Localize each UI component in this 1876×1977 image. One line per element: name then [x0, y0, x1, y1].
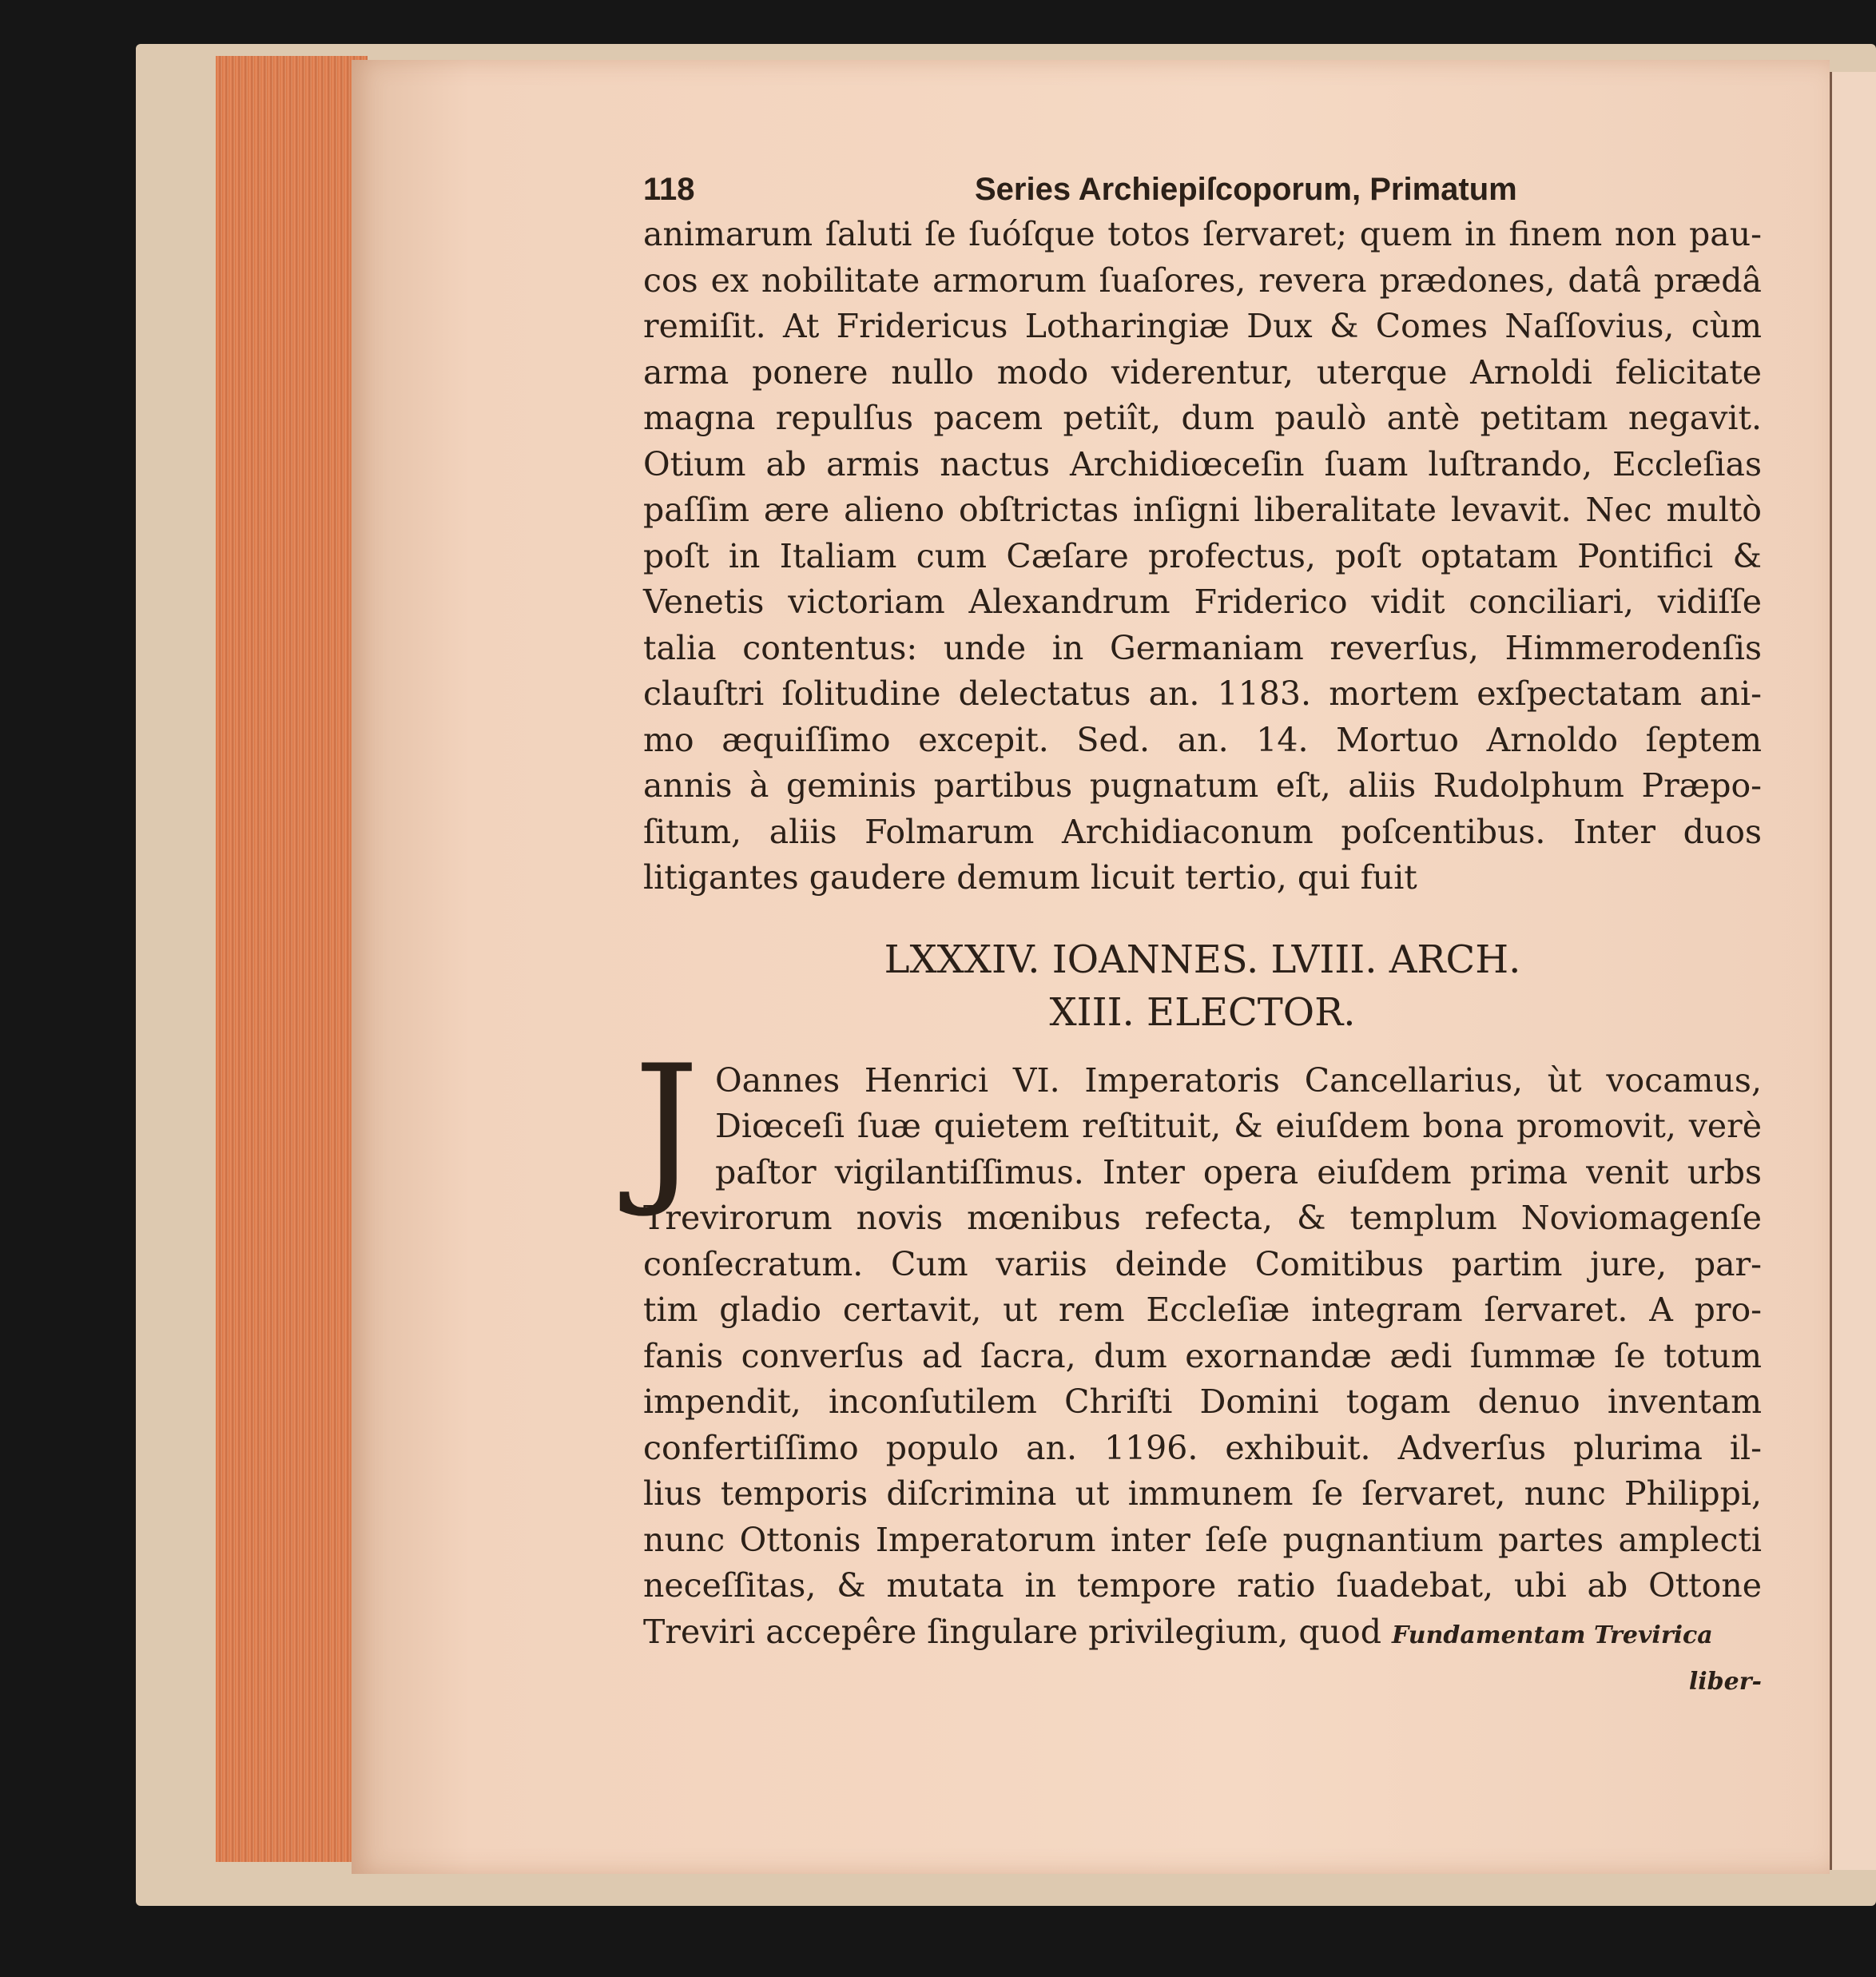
text-line: litigantes gaudere demum licuit tertio, qui fuit — [643, 858, 1417, 897]
catchword: liber- — [1688, 1668, 1762, 1696]
drop-cap: J — [634, 1030, 700, 1221]
text-line: poſt in Italiam cum Cæſare profectus, poſt optatam Pontifici & — [643, 536, 1762, 575]
sidenote: Fundamentam Trevirica — [1392, 1621, 1713, 1649]
entry-paragraph — [634, 1030, 1762, 1707]
text-line: neceſſitas, & mutata in tempore ratio ſuadebat, ubi ab Ottone — [643, 1566, 1762, 1605]
text-line: paſſim ære alieno obſtrictas inſigni liberalitate levavit. Nec multò — [643, 491, 1762, 529]
running-head — [643, 164, 1762, 212]
text-line: cos ex nobilitate armorum ſuaſores, revera prædones, datâ prædâ — [643, 261, 1762, 300]
last-line-text: Treviri accepêre ſingulare privilegium, quod — [643, 1612, 1381, 1651]
text-line: annis à geminis partibus pugnatum eſt, aliis Rudolphum Præpo- — [643, 766, 1762, 805]
section-heading-line2: XIII. ELECTOR. — [1049, 989, 1356, 1035]
text-line: lius temporis diſcrimina ut immunem ſe ſervaret, nunc Philippi, — [643, 1474, 1762, 1513]
page-text-block — [634, 164, 1762, 1706]
text-line: conſecratum. Cum variis deinde Comitibus partim jure, par- — [643, 1244, 1762, 1283]
text-line: fanis converſus ad ſacra, dum exornandæ ædi ſummæ ſe totum — [643, 1336, 1762, 1375]
running-title: Series Archiepiſcoporum, Primatum — [975, 172, 1517, 207]
text-line: Trevirorum novis mœnibus refecta, & templum Noviomagenſe — [643, 1199, 1762, 1237]
text-line: clauſtri ſolitudine delectatus an. 1183. mortem exſpectatam ani- — [643, 674, 1762, 713]
text-line: confertiſſimo populo an. 1196. exhibuit. Adverſus plurima il- — [643, 1428, 1762, 1467]
text-line: tim gladio certavit, ut rem Eccleſiæ integram ſervaret. A pro- — [643, 1291, 1762, 1329]
text-line: animarum ſaluti ſe ſuóſque totos ſervaret; quem in finem non pau- — [643, 215, 1762, 253]
text-line: impendit, inconſutilem Chriſti Domini togam denuo inventam — [643, 1382, 1762, 1421]
text-line: Oannes Henrici VI. Imperatoris Cancellarius, ùt vocamus, — [715, 1060, 1762, 1100]
text-line: talia contentus: unde in Germaniam reverſus, Himmerodenſis — [643, 628, 1762, 667]
text-line: Otium ab armis nactus Archidiœceſin ſuam luſtrando, Eccleſias — [643, 444, 1762, 483]
text-line: paſtor vigilantiſſimus. Inter opera eiuſdem prima venit urbs — [715, 1152, 1762, 1191]
text-line: Venetis victoriam Alexandrum Friderico vidit conciliari, vidiſſe — [643, 583, 1762, 621]
text-line: ſitum, aliis Folmarum Archidiaconum poſcentibus. Inter duos — [643, 812, 1762, 851]
text-line: magna repulſus pacem petiît, dum paulò antè petitam negavit. — [643, 399, 1762, 437]
section-heading-line1: LXXXIV. IOANNES. LVIII. ARCH. — [884, 937, 1521, 982]
page-edges-stack — [216, 56, 368, 1862]
text-line: nunc Ottonis Imperatorum inter ſeſe pugnantium partes amplecti — [643, 1520, 1762, 1559]
body-paragraph — [643, 212, 1762, 901]
text-line-with-sidenote — [643, 1609, 1762, 1659]
text-line: arma ponere nullo modo viderentur, uterque Arnoldi felicitate — [643, 352, 1762, 392]
facing-page-edge — [1830, 72, 1876, 1870]
page-number: 118 — [643, 172, 695, 207]
text-line: remiſit. At Fridericus Lotharingiæ Dux & Comes Naſſovius, cùm — [643, 307, 1762, 345]
text-line: Diœceſi ſuæ quietem reſtituit, & eiuſdem bona promovit, verè — [715, 1107, 1762, 1145]
text-line: mo æquiſſimo excepit. Sed. an. 14. Mortuo Arnoldo ſeptem — [643, 720, 1762, 759]
